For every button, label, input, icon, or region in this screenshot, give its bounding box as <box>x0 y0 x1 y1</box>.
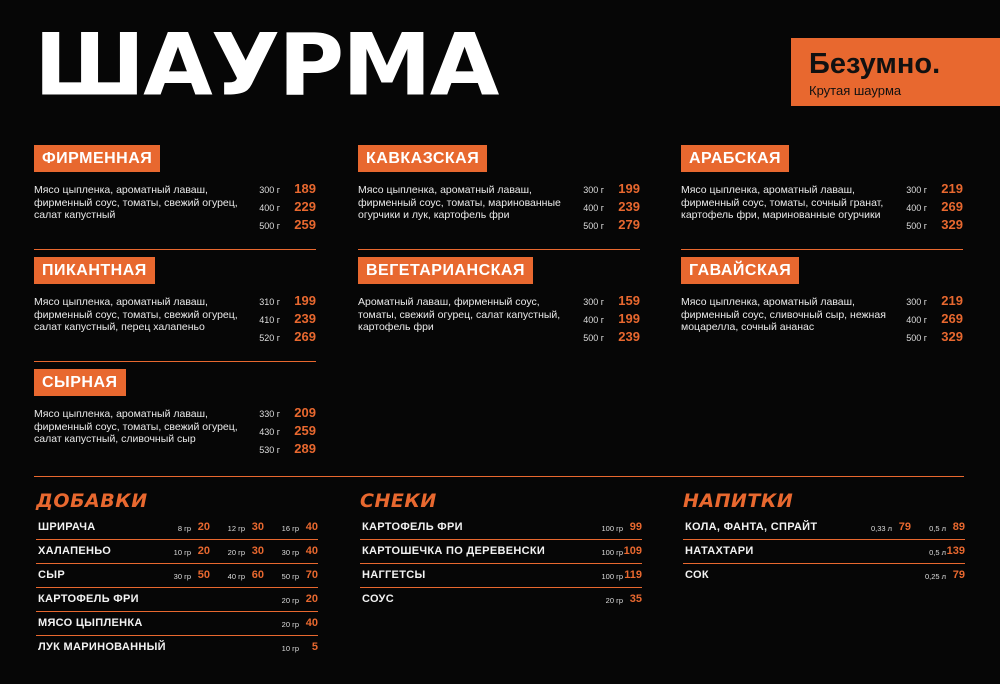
section-title: ВЕГЕТАРИАНСКАЯ <box>358 257 533 284</box>
weight: 100 гр <box>601 524 623 533</box>
section-vegetarianskaya <box>358 257 640 361</box>
weight: 50 гр <box>281 572 299 581</box>
weight: 300 г <box>583 185 604 195</box>
list-item <box>683 564 965 587</box>
weight: 530 г <box>259 445 280 455</box>
dobavki-title: ДОБАВКИ <box>36 490 148 512</box>
price: 60 <box>251 569 264 581</box>
weight: 0,25 л <box>924 572 946 581</box>
weight: 30 гр <box>281 548 299 557</box>
weight: 300 г <box>259 185 280 195</box>
list-item <box>36 516 318 540</box>
weight: 12 гр <box>227 524 245 533</box>
price: 329 <box>941 217 963 232</box>
price: 189 <box>294 181 316 196</box>
weight: 30 гр <box>173 572 191 581</box>
price: 70 <box>305 569 318 581</box>
divider <box>681 249 963 250</box>
weight: 100 гр <box>601 548 623 557</box>
price: 50 <box>197 569 210 581</box>
section-firmennaya <box>34 145 316 250</box>
price: 239 <box>618 329 640 344</box>
item-name: КАРТОФЕЛЬ ФРИ <box>362 521 463 533</box>
weight: 16 гр <box>281 524 299 533</box>
list-item <box>360 516 642 540</box>
section-title: СЫРНАЯ <box>34 369 126 396</box>
napitki-list <box>683 516 965 587</box>
section-title: ПИКАНТНАЯ <box>34 257 155 284</box>
item-description: Мясо цыпленка, ароматный лаваш, фирменный соус, сливочный сыр, нежная моцарелла, сочный ананас <box>681 296 886 333</box>
dobavki-list <box>36 516 318 659</box>
divider <box>358 249 640 250</box>
list-item <box>36 636 318 659</box>
item-description: Мясо цыпленка, ароматный лаваш, фирменный соус, томаты, сочный гранат, картофель фри, маринованные огурчики <box>681 184 884 221</box>
weight: 0,5 л <box>929 524 946 533</box>
list-item <box>360 540 642 564</box>
brand-tagline: Крутая шаурма <box>809 83 902 98</box>
section-syrnaya <box>34 369 316 473</box>
section-title: АРАБСКАЯ <box>681 145 789 172</box>
section-pikantnaya <box>34 257 316 362</box>
weight: 500 г <box>259 221 280 231</box>
item-description: Мясо цыпленка, ароматный лаваш, фирменный соус, томаты, свежий огурец, салат капустный, сливочный сыр <box>34 408 238 445</box>
weight: 410 г <box>259 315 280 325</box>
item-name: КАРТОШЕЧКА ПО ДЕРЕВЕНСКИ <box>362 545 546 557</box>
weight: 100 гр <box>601 572 623 581</box>
price: 199 <box>618 181 640 196</box>
divider <box>34 249 316 250</box>
weight: 20 гр <box>281 620 299 629</box>
price: 35 <box>629 593 642 605</box>
list-item <box>36 564 318 588</box>
price: 5 <box>311 641 318 653</box>
price: 40 <box>305 617 318 629</box>
weight: 330 г <box>259 409 280 419</box>
price: 239 <box>294 311 316 326</box>
item-name: НАГГЕТСЫ <box>362 569 426 581</box>
sneki-title: СНЕКИ <box>360 490 437 512</box>
price: 289 <box>294 441 316 456</box>
brand-box <box>791 38 1000 106</box>
weight: 20 гр <box>281 596 299 605</box>
weight: 400 г <box>583 315 604 325</box>
price: 139 <box>946 545 965 557</box>
price: 20 <box>305 593 318 605</box>
sneki-list <box>360 516 642 611</box>
section-gavayskaya <box>681 257 963 361</box>
price: 20 <box>197 545 210 557</box>
weight: 400 г <box>583 203 604 213</box>
price: 269 <box>294 329 316 344</box>
list-item <box>360 564 642 588</box>
item-description: Ароматный лаваш, фирменный соус, томаты, свежий огурец, салат капустный, картофель фри <box>358 296 561 333</box>
weight: 0,33 л <box>870 524 892 533</box>
price: 199 <box>294 293 316 308</box>
price: 229 <box>294 199 316 214</box>
price: 269 <box>941 199 963 214</box>
section-title: ГАВАЙСКАЯ <box>681 257 799 284</box>
weight: 40 гр <box>227 572 245 581</box>
price: 30 <box>251 545 264 557</box>
item-name: КАРТОФЕЛЬ ФРИ <box>38 593 139 605</box>
weight: 400 г <box>259 203 280 213</box>
price: 279 <box>618 217 640 232</box>
weight: 8 гр <box>177 524 191 533</box>
item-description: Мясо цыпленка, ароматный лаваш, фирменный соус, томаты, свежий огурец, салат капустный, перец халапеньо <box>34 296 238 333</box>
weight: 300 г <box>583 297 604 307</box>
napitki-title: НАПИТКИ <box>683 490 794 512</box>
weight: 500 г <box>583 333 604 343</box>
price: 239 <box>618 199 640 214</box>
item-description: Мясо цыпленка, ароматный лаваш, фирменный соус, томаты, свежий огурец, салат капустный <box>34 184 238 221</box>
item-name: КОЛА, ФАНТА, СПРАЙТ <box>685 521 818 533</box>
weight: 500 г <box>583 221 604 231</box>
section-title: КАВКАЗСКАЯ <box>358 145 487 172</box>
weight: 20 гр <box>605 596 623 605</box>
weight: 20 гр <box>227 548 245 557</box>
section-arabskaya <box>681 145 963 250</box>
price: 119 <box>624 569 642 581</box>
price: 219 <box>941 293 963 308</box>
brand-name: Безумно. <box>809 48 941 80</box>
price: 209 <box>294 405 316 420</box>
price: 329 <box>941 329 963 344</box>
list-item <box>683 516 965 540</box>
weight: 520 г <box>259 333 280 343</box>
weight: 10 гр <box>173 548 191 557</box>
list-item <box>360 588 642 611</box>
weight: 10 гр <box>281 644 299 653</box>
divider <box>34 361 316 362</box>
weight: 400 г <box>906 315 927 325</box>
weight: 400 г <box>906 203 927 213</box>
price: 219 <box>941 181 963 196</box>
price: 159 <box>618 293 640 308</box>
menu-title: ШАУРМА <box>34 15 498 116</box>
item-name: СЫР <box>38 569 65 581</box>
price: 20 <box>197 521 210 533</box>
price: 30 <box>251 521 264 533</box>
price: 259 <box>294 217 316 232</box>
price: 199 <box>618 311 640 326</box>
price: 79 <box>952 569 965 581</box>
price: 40 <box>305 521 318 533</box>
weight: 300 г <box>906 297 927 307</box>
item-name: НАТАХТАРИ <box>685 545 754 557</box>
item-description: Мясо цыпленка, ароматный лаваш, фирменный соус, томаты, маринованные огурчики и лук, картофель фри <box>358 184 561 221</box>
weight: 310 г <box>259 297 280 307</box>
price: 79 <box>898 521 911 533</box>
price: 269 <box>941 311 963 326</box>
section-title: ФИРМЕННАЯ <box>34 145 160 172</box>
weight: 430 г <box>259 427 280 437</box>
weight: 0,5 л <box>929 548 946 557</box>
weight: 500 г <box>906 221 927 231</box>
price: 40 <box>305 545 318 557</box>
list-item <box>36 612 318 636</box>
item-name: ХАЛАПЕНЬО <box>38 545 112 557</box>
list-item <box>36 588 318 612</box>
weight: 300 г <box>906 185 927 195</box>
price: 259 <box>294 423 316 438</box>
item-name: ШРИРАЧА <box>38 521 96 533</box>
price: 89 <box>952 521 965 533</box>
section-kavkazskaya <box>358 145 640 250</box>
divider <box>34 476 964 477</box>
list-item <box>36 540 318 564</box>
item-name: СОУС <box>362 593 394 605</box>
list-item <box>683 540 965 564</box>
price: 109 <box>623 545 642 557</box>
item-name: МЯСО ЦЫПЛЕНКА <box>38 617 143 629</box>
price: 99 <box>629 521 642 533</box>
weight: 500 г <box>906 333 927 343</box>
item-name: СОК <box>685 569 709 581</box>
item-name: ЛУК МАРИНОВАННЫЙ <box>38 641 166 653</box>
